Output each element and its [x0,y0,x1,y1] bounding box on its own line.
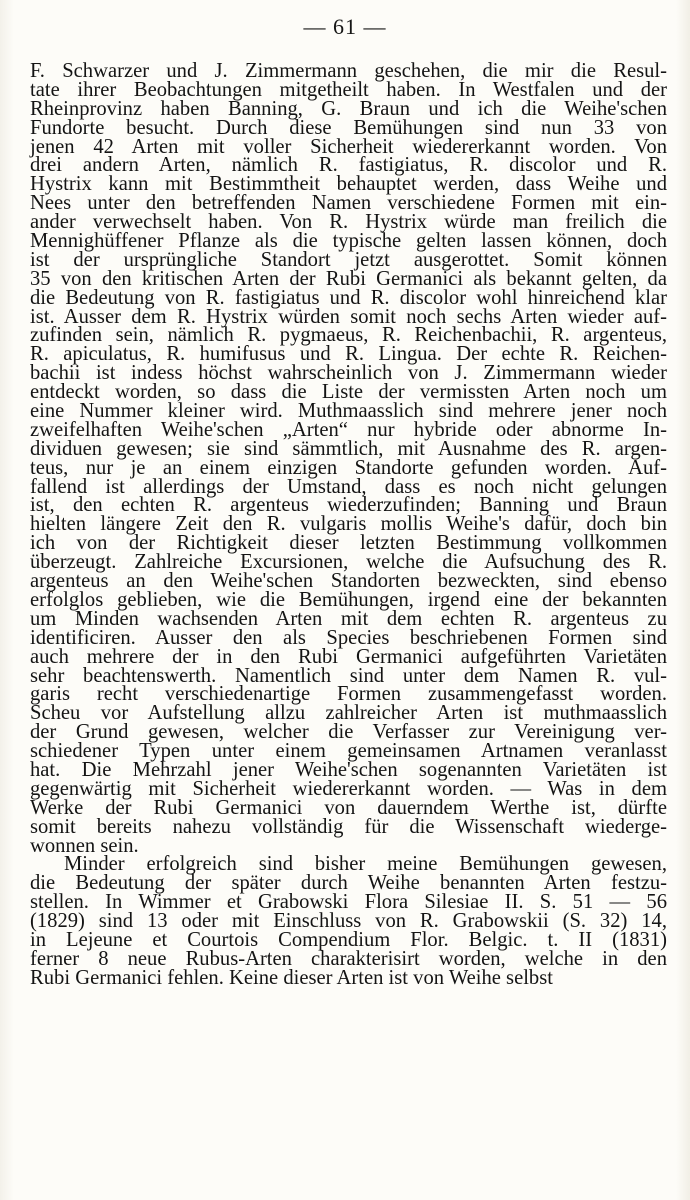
text-line: die Bedeutung von R. fastigiatus und R. discolor wohl hinreichend klar [30,286,667,309]
text-line: F. Schwarzer und J. Zimmermann geschehen, die mir die Resul- [30,60,667,82]
text-line: Hystrix kann mit Bestimmtheit behauptet werden, dass Weihe und [30,173,667,196]
text-line: Mennighüffener Pflanze als die typische gelten lassen können, doch [30,230,667,253]
text-line: zufinden sein, nämlich R. pygmaeus, R. Reichenbachii, R. argenteus, [30,324,667,347]
paragraph-2 [30,855,667,987]
text-line: fallend ist allerdings der Umstand, dass es noch nicht gelungen [30,475,667,498]
page-number: — 61 — [303,14,387,39]
text-line: drei andern Arten, nämlich R. fastigiatus, R. discolor und R. [30,154,667,177]
text-line: entdeckt worden, so dass die Liste der vermissten Arten noch um [30,381,667,404]
text-line: hielten längere Zeit den R. vulgaris mollis Weihe's dafür, doch bin [30,513,667,536]
text-line: Rubi Germanici fehlen. Keine dieser Arten ist von Weihe selbst [30,966,553,989]
text-line: (1829) sind 13 oder mit Einschluss von R. Grabowskii (S. 32) 14, [30,910,667,933]
text-line: gegenwärtig mit Sicherheit wiedererkannt worden. — Was in dem [30,777,667,800]
text-line: Werke der Rubi Germanici von dauerndem Werthe ist, dürfte [30,796,667,819]
text-line: überzeugt. Zahlreiche Excursionen, welche die Aufsuchung des R. [30,551,667,574]
text-line: identificiren. Ausser den als Species beschriebenen Formen sind [30,626,667,649]
text-line: stellen. In Wimmer et Grabowski Flora Silesiae II. S. 51 — 56 [30,891,667,914]
text-line: somit bereits nahezu vollständig für die Wissenschaft wiederge- [30,815,667,838]
text-line: dividuen gewesen; sie sind sämmtlich, mit Ausnahme des R. argen- [30,437,667,460]
text-line: auch mehrere der in den Rubi Germanici aufgeführten Varietäten [30,645,667,668]
text-line: Fundorte besucht. Durch diese Bemühungen sind nun 33 von [30,116,667,139]
paragraph-1 [30,62,667,855]
text-line: teus, nur je an einem einzigen Standorte gefunden worden. Auf- [30,456,667,479]
text-line: jenen 42 Arten mit voller Sicherheit wiedererkannt worden. Von [30,135,667,158]
text-line: ferner 8 neue Rubus-Arten charakterisirt worden, welche in den [30,947,667,970]
text-line: der Grund gewesen, welcher die Verfasser zur Vereinigung ver- [30,721,667,744]
text-line: zweifelhaften Weihe'schen „Arten“ nur hybride oder abnorme In- [30,418,667,441]
text-line: erfolglos geblieben, wie die Bemühungen, irgend eine der bekannten [30,588,667,611]
text-line: sehr beachtenswerth. Namentlich sind unter dem Namen R. vul- [30,664,667,687]
text-line: um Minden wachsenden Arten mit dem echten R. argenteus zu [30,607,667,630]
text-line: ander verwechselt haben. Von R. Hystrix würde man freilich die [30,211,667,234]
text-line: argenteus an den Weihe'schen Standorten bezweckten, sind ebenso [30,570,667,593]
text-line: bachii ist indess höchst wahrscheinlich von J. Zimmermann wieder [30,362,667,385]
text-line: Minder erfolgreich sind bisher meine Bemühungen gewesen, [64,853,667,876]
text-line: die Bedeutung der später durch Weihe benannten Arten festzu- [30,872,667,895]
text-line: ist der ursprüngliche Standort jetzt ausgerottet. Somit können [30,248,667,271]
text-line: Scheu vor Aufstellung allzu zahlreicher Arten ist muthmaasslich [30,702,667,725]
text-line: Rheinprovinz haben Banning, G. Braun und ich die Weihe'schen [30,97,667,120]
text-line: garis recht verschiedenartige Formen zusammengefasst worden. [30,683,667,706]
text-line: ist. Ausser dem R. Hystrix würden somit noch sechs Arten wieder auf- [30,305,667,328]
text-line: hat. Die Mehrzahl jener Weihe'schen sogenannten Varietäten ist [30,758,667,781]
text-line: tate ihrer Beobachtungen mitgetheilt haben. In Westfalen und der [30,78,667,101]
text-line: eine Nummer kleiner wird. Muthmaasslich sind mehrere jener noch [30,400,667,423]
text-line: Nees unter den betreffenden Namen verschiedene Formen mit ein- [30,192,667,215]
body-text [30,62,667,988]
text-line: schiedener Typen unter einem gemeinsamen Artnamen veranlasst [30,740,667,763]
text-line: ist, den echten R. argenteus wiederzufinden; Banning und Braun [30,494,667,517]
text-line: 35 von den kritischen Arten der Rubi Germanici als bekannt gelten, da [30,267,667,290]
text-line: ich von der Richtigkeit dieser letzten Bestimmung vollkommen [30,532,667,555]
text-line: wonnen sein. [30,834,139,857]
text-line: R. apiculatus, R. humifusus und R. Lingua. Der echte R. Reichen- [30,343,667,366]
text-line: in Lejeune et Courtois Compendium Flor. Belgic. t. II (1831) [30,928,667,951]
